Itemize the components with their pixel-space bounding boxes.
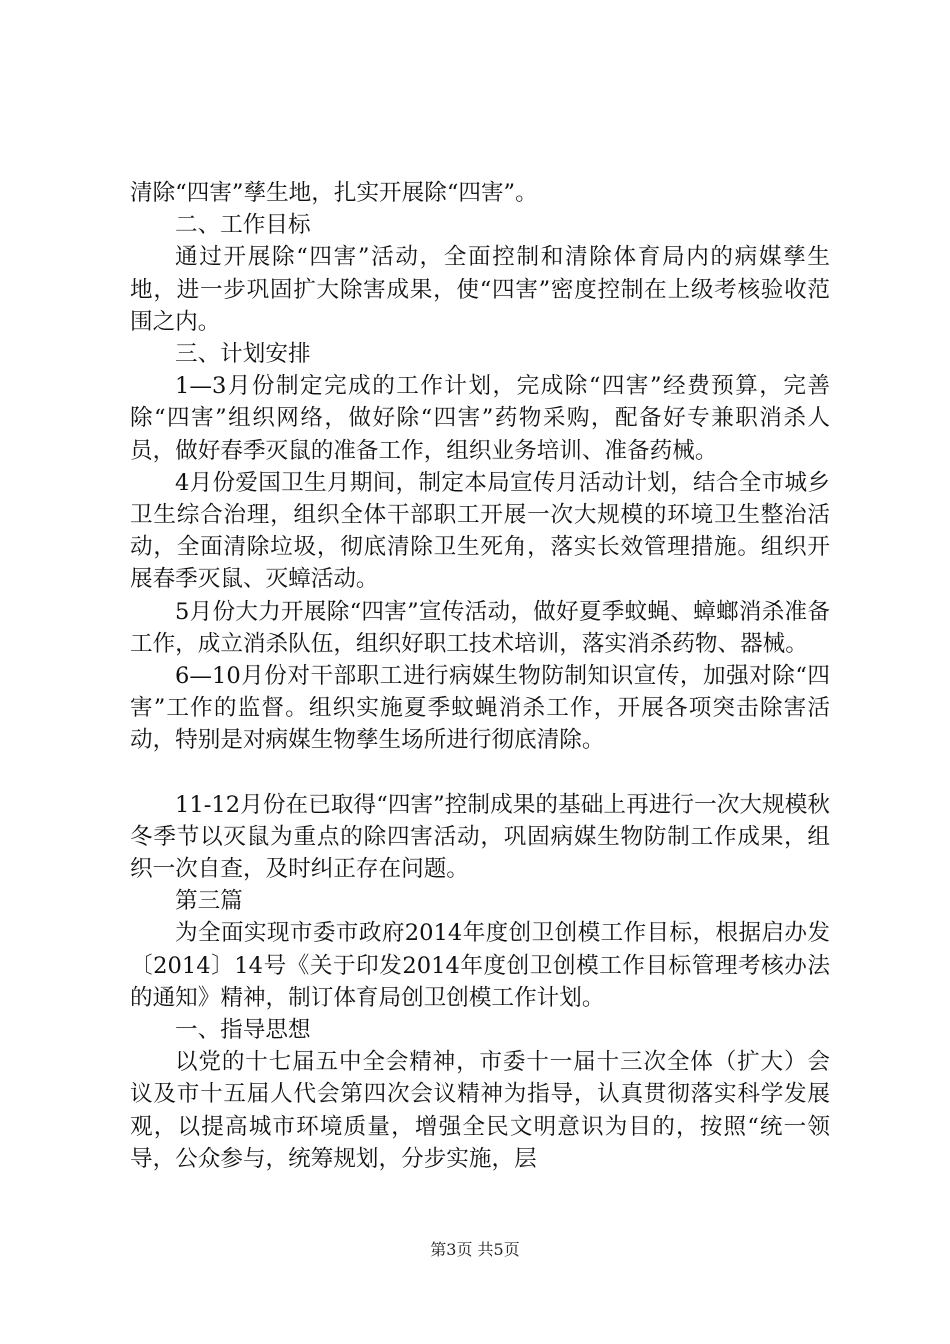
paragraph-plan-jun-oct: 6—10月份对干部职工进行病媒生物防制知识宣传，加强对除“四害”工作的监督。组织实施夏季蚊蝇消杀工作，开展各项突击除害活动，特别是对病媒生物孳生场所进行彻底清除。 [130,663,830,754]
paragraph-plan-may: 5月份大力开展除“四害”宣传活动，做好夏季蚊蝇、蟑螂消杀准备工作，成立消杀队伍，组织好职工技术培训，落实消杀药物、器械。 [130,598,830,657]
section-heading-guiding-ideology: 一、指导思想 [175,1017,311,1044]
paragraph-goals: 通过开展除“四害”活动，全面控制和清除体育局内的病媒孳生地，进一步巩固扩大除害成果，使“四害”密度控制在上级考核验收范围之内。 [130,244,830,335]
paragraph-continuation: 清除“四害”孳生地，扎实开展除“四害”。 [130,180,538,206]
paragraph-plan-nov-dec: 11-12月份在已取得“四害”控制成果的基础上再进行一次大规模秋冬季节以灭鼠为重点的除四害活动，巩固病媒生物防制工作成果，组织一次自查，及时纠正存在问题。 [130,791,830,883]
section-heading-work-goals: 二、工作目标 [175,212,311,239]
document-body [130,177,830,1175]
paragraph-plan-jan-mar: 1—3月份制定完成的工作计划，完成除“四害”经费预算，完善除“四害”组织网络，做好除“四害”药物采购，配备好专兼职消杀人员，做好春季灭鼠的准备工作，组织业务培训、准备药械。 [130,373,830,464]
paragraph-gap [130,757,830,789]
page-footer: 第3页 共5页 [430,1240,520,1259]
paragraph-guiding-ideology: 以党的十七届五中全会精神，市委十一届十三次全体（扩大）会议及市十五届人代会第四次会议精神为指导，认真贯彻落实科学发展观，以提高城市环境质量，增强全民文明意识为目的，按照“统一领导，公众参与，统筹规划，分步实施，层 [130,1049,830,1172]
section-heading-plan: 三、计划安排 [175,341,311,368]
paragraph-intro: 为全面实现市委市政府2014年度创卫创模工作目标，根据启办发〔2014〕14号《关于印发2014年度创卫创模工作目标管理考核办法的通知》精神，制订体育局创卫创模工作计划。 [130,920,830,1011]
section-heading-part-three: 第三篇 [175,888,243,915]
paragraph-plan-apr: 4月份爱国卫生月期间，制定本局宣传月活动计划，结合全市城乡卫生综合治理，组织全体干部职工开展一次大规模的环境卫生整治活动，全面清除垃圾，彻底清除卫生死角，落实长效管理措施。组织开展春季灭鼠、灭蟑活动。 [130,469,830,593]
